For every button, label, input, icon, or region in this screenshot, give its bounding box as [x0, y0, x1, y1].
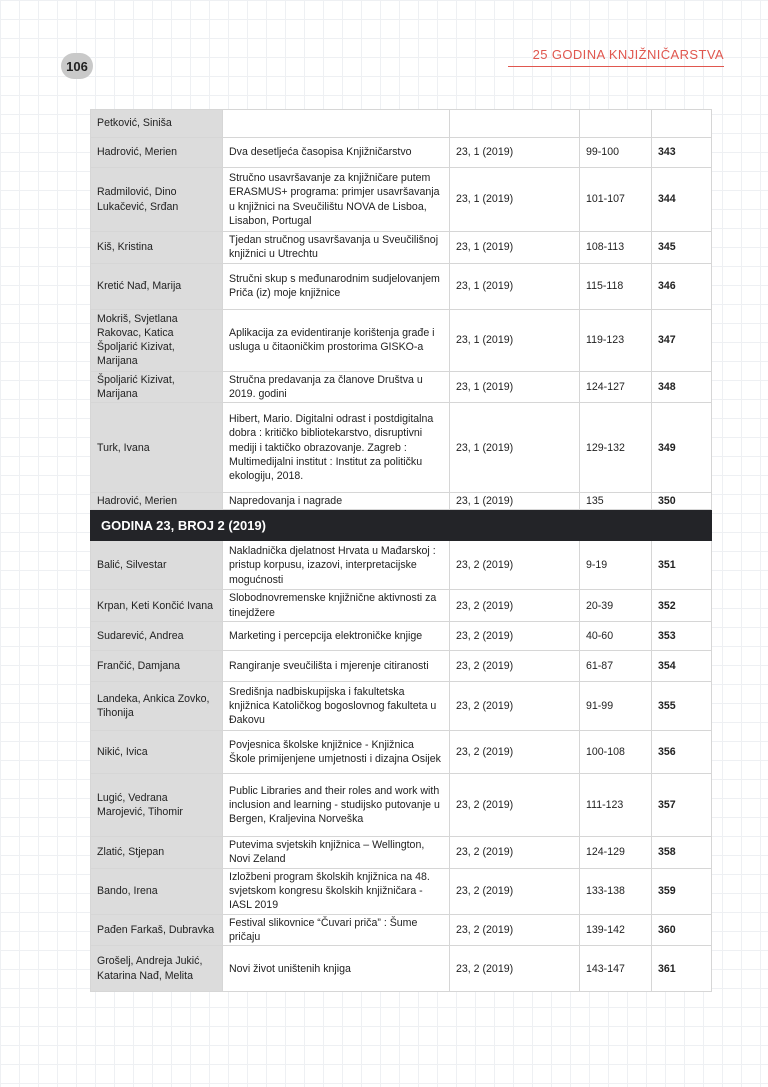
- entry-number-cell: 357: [652, 774, 712, 837]
- author-cell: Sudarević, Andrea: [91, 622, 223, 651]
- author-cell: Kretić Nađ, Marija: [91, 263, 223, 309]
- title-cell: Tjedan stručnog usavršavanja u Sveučilišnoj knjižnici u Utrechtu: [223, 232, 450, 264]
- issue-cell: [450, 110, 580, 138]
- issue-cell: 23, 2 (2019): [450, 868, 580, 914]
- entry-number-cell: 350: [652, 493, 712, 510]
- title-cell: Festival slikovnice “Čuvari priča” : Šume pričaju: [223, 914, 450, 946]
- entry-number-cell: 356: [652, 731, 712, 774]
- table-row: [91, 946, 712, 992]
- pages-cell: 99-100: [580, 138, 652, 168]
- title-cell: Izložbeni program školskih knjižnica na 48. svjetskom kongresu školskih knjižničara - IASL 2019: [223, 868, 450, 914]
- issue-cell: 23, 1 (2019): [450, 168, 580, 232]
- page-number: 106: [61, 53, 93, 79]
- table-row: [91, 774, 712, 837]
- author-cell: Landeka, Ankica Zovko, Tihonija: [91, 682, 223, 731]
- author-cell: Grošelj, Andreja Jukić, Katarina Nađ, Melita: [91, 946, 223, 992]
- pages-cell: 61-87: [580, 651, 652, 682]
- issue-cell: 23, 2 (2019): [450, 622, 580, 651]
- issue-cell: 23, 2 (2019): [450, 590, 580, 622]
- title-cell: Povjesnica školske knjižnice - Knjižnica Škole primijenjene umjetnosti i dizajna Osijek: [223, 731, 450, 774]
- author-cell: Mokriš, Svjetlana Rakovac, Katica Špoljarić Kizivat, Marijana: [91, 309, 223, 371]
- title-cell: Putevima svjetskih knjižnica – Wellington, Novi Zeland: [223, 837, 450, 869]
- table-row: [91, 309, 712, 371]
- author-cell: Petković, Siniša: [91, 110, 223, 138]
- title-cell: Središnja nadbiskupijska i fakultetska knjižnica Katoličkog bogoslovnog fakulteta u Đakovu: [223, 682, 450, 731]
- entry-number-cell: 351: [652, 541, 712, 590]
- issue-cell: 23, 1 (2019): [450, 371, 580, 403]
- issue-cell: 23, 2 (2019): [450, 731, 580, 774]
- pages-cell: 124-127: [580, 371, 652, 403]
- issue-cell: 23, 1 (2019): [450, 309, 580, 371]
- title-cell: Aplikacija za evidentiranje korištenja građe i usluga u čitaoničkim prostorima GISKO-a: [223, 309, 450, 371]
- author-cell: Pađen Farkaš, Dubravka: [91, 914, 223, 946]
- author-cell: Balić, Silvestar: [91, 541, 223, 590]
- title-cell: Stručno usavršavanje za knjižničare putem ERASMUS+ programa: primjer usavršavanja u knjižnici na Sveučilištu NOVA de Lisboa, Lisabon, Portugal: [223, 168, 450, 232]
- table-row: [91, 110, 712, 138]
- pages-cell: 133-138: [580, 868, 652, 914]
- author-cell: Kiš, Kristina: [91, 232, 223, 264]
- table-row: [91, 651, 712, 682]
- issue-cell: 23, 1 (2019): [450, 263, 580, 309]
- pages-cell: 9-19: [580, 541, 652, 590]
- title-cell: Nakladnička djelatnost Hrvata u Mađarskoj : pristup korpusu, izazovi, interpretacijske mogućnosti: [223, 541, 450, 590]
- author-cell: Frančić, Damjana: [91, 651, 223, 682]
- table-row: [91, 403, 712, 493]
- table-row: [91, 868, 712, 914]
- section-heading: GODINA 23, BROJ 2 (2019): [91, 510, 712, 541]
- table-row: [91, 914, 712, 946]
- entry-number-cell: [652, 110, 712, 138]
- author-cell: Špoljarić Kizivat, Marijana: [91, 371, 223, 403]
- author-cell: Bando, Irena: [91, 868, 223, 914]
- author-cell: Turk, Ivana: [91, 403, 223, 493]
- pages-cell: 40-60: [580, 622, 652, 651]
- issue-cell: 23, 2 (2019): [450, 837, 580, 869]
- table-row: [91, 541, 712, 590]
- title-cell: Novi život uništenih knjiga: [223, 946, 450, 992]
- title-cell: Dva desetljeća časopisa Knjižničarstvo: [223, 138, 450, 168]
- title-cell: Stručni skup s međunarodnim sudjelovanjem Priča (iz) moje knjižnice: [223, 263, 450, 309]
- pages-cell: 20-39: [580, 590, 652, 622]
- running-header: 25 GODINA KNJIŽNIČARSTVA: [532, 47, 724, 62]
- author-cell: Radmilović, Dino Lukačević, Srđan: [91, 168, 223, 232]
- issue-cell: 23, 2 (2019): [450, 541, 580, 590]
- title-cell: Marketing i percepcija elektroničke knjige: [223, 622, 450, 651]
- entry-number-cell: 353: [652, 622, 712, 651]
- entry-number-cell: 358: [652, 837, 712, 869]
- pages-cell: 115-118: [580, 263, 652, 309]
- entry-number-cell: 359: [652, 868, 712, 914]
- pages-cell: 101-107: [580, 168, 652, 232]
- issue-cell: 23, 2 (2019): [450, 774, 580, 837]
- pages-cell: 124-129: [580, 837, 652, 869]
- entry-number-cell: 348: [652, 371, 712, 403]
- table-row: [91, 371, 712, 403]
- header-rule: [508, 66, 724, 67]
- author-cell: Hadrović, Merien: [91, 138, 223, 168]
- table-row: [91, 232, 712, 264]
- author-cell: Lugić, Vedrana Marojević, Tihomir: [91, 774, 223, 837]
- issue-cell: 23, 1 (2019): [450, 138, 580, 168]
- author-cell: Zlatić, Stjepan: [91, 837, 223, 869]
- table-row: [91, 682, 712, 731]
- issue-cell: 23, 1 (2019): [450, 493, 580, 510]
- pages-cell: [580, 110, 652, 138]
- title-cell: Slobodnovremenske knjižnične aktivnosti za tinejdžere: [223, 590, 450, 622]
- table-row: [91, 168, 712, 232]
- table-row: [91, 731, 712, 774]
- title-cell: Stručna predavanja za članove Društva u 2019. godini: [223, 371, 450, 403]
- pages-cell: 108-113: [580, 232, 652, 264]
- section-heading-row: [91, 510, 712, 541]
- pages-cell: 129-132: [580, 403, 652, 493]
- entry-number-cell: 346: [652, 263, 712, 309]
- entry-number-cell: 352: [652, 590, 712, 622]
- title-cell: Public Libraries and their roles and work with inclusion and learning - studijsko putovanje u Bergen, Kraljevina Norveška: [223, 774, 450, 837]
- bibliography-table: [90, 109, 712, 992]
- author-cell: Krpan, Keti Končić Ivana: [91, 590, 223, 622]
- pages-cell: 119-123: [580, 309, 652, 371]
- title-cell: [223, 110, 450, 138]
- table-row: [91, 622, 712, 651]
- pages-cell: 111-123: [580, 774, 652, 837]
- bibliography-table-body: [91, 110, 712, 992]
- issue-cell: 23, 2 (2019): [450, 651, 580, 682]
- issue-cell: 23, 2 (2019): [450, 946, 580, 992]
- author-cell: Hadrović, Merien: [91, 493, 223, 510]
- entry-number-cell: 354: [652, 651, 712, 682]
- entry-number-cell: 347: [652, 309, 712, 371]
- table-row: [91, 263, 712, 309]
- entry-number-cell: 344: [652, 168, 712, 232]
- pages-cell: 100-108: [580, 731, 652, 774]
- issue-cell: 23, 1 (2019): [450, 403, 580, 493]
- pages-cell: 91-99: [580, 682, 652, 731]
- title-cell: Hibert, Mario. Digitalni odrast i postdigitalna dobra : kritičko bibliotekarstvo, disruptivni mediji i taktičko obrazovanje. Zagreb : Multimedijalni institut : Institut za političku ekologiju, 2018.: [223, 403, 450, 493]
- entry-number-cell: 343: [652, 138, 712, 168]
- pages-cell: 135: [580, 493, 652, 510]
- table-row: [91, 138, 712, 168]
- title-cell: Napredovanja i nagrade: [223, 493, 450, 510]
- entry-number-cell: 345: [652, 232, 712, 264]
- table-row: [91, 837, 712, 869]
- entry-number-cell: 349: [652, 403, 712, 493]
- title-cell: Rangiranje sveučilišta i mjerenje citiranosti: [223, 651, 450, 682]
- table-row: [91, 493, 712, 510]
- issue-cell: 23, 1 (2019): [450, 232, 580, 264]
- entry-number-cell: 355: [652, 682, 712, 731]
- table-row: [91, 590, 712, 622]
- issue-cell: 23, 2 (2019): [450, 682, 580, 731]
- pages-cell: 139-142: [580, 914, 652, 946]
- entry-number-cell: 361: [652, 946, 712, 992]
- author-cell: Nikić, Ivica: [91, 731, 223, 774]
- pages-cell: 143-147: [580, 946, 652, 992]
- entry-number-cell: 360: [652, 914, 712, 946]
- issue-cell: 23, 2 (2019): [450, 914, 580, 946]
